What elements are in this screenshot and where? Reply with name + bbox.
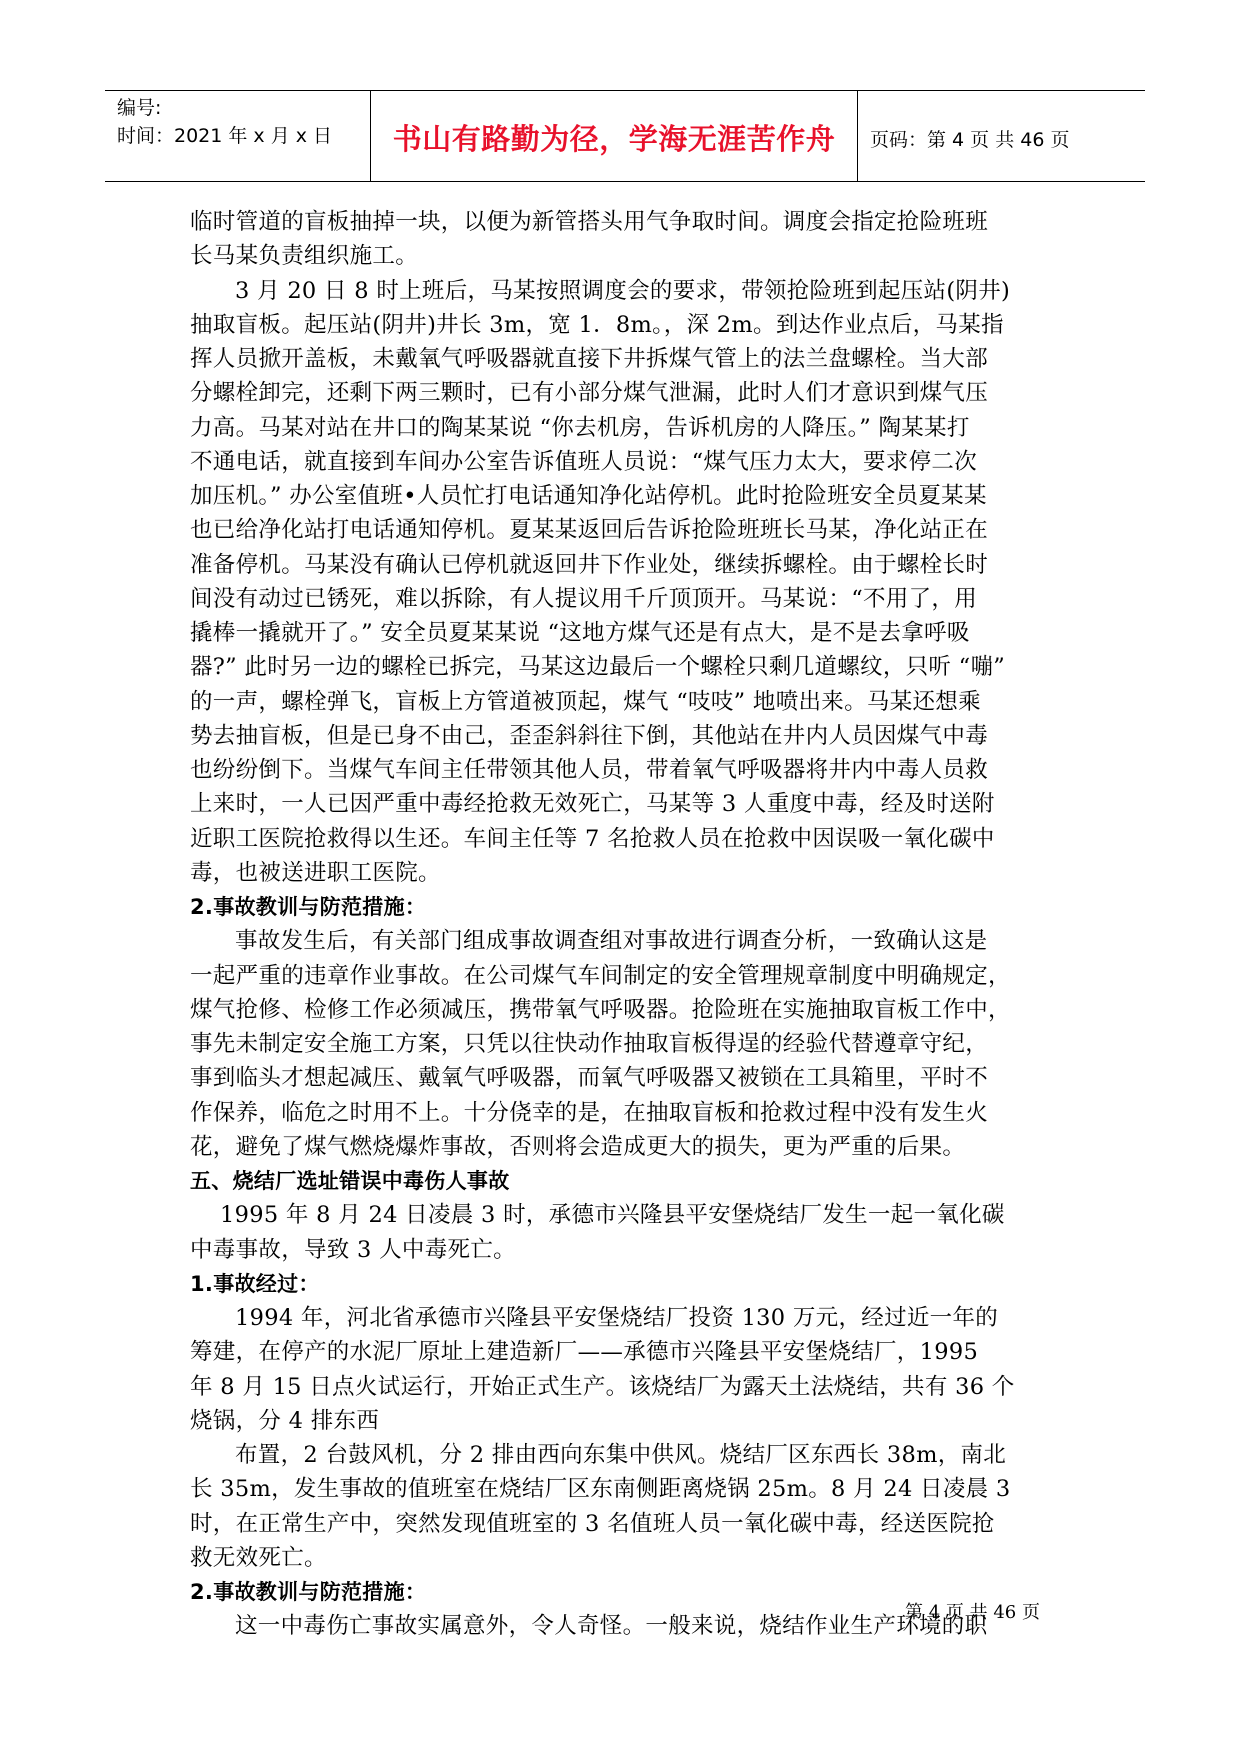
body-line: 作保养，临危之时用不上。十分侥幸的是，在抽取盲板和抢救过程中没有发生火 xyxy=(190,1099,989,1126)
body-line: 中毒事故，导致 3 人中毒死亡。 xyxy=(190,1236,516,1263)
body-line: 加压机。” 办公室值班•人员忙打电话通知净化站停机。此时抢险班安全员夏某某 xyxy=(190,483,987,509)
body-line: 布置，2 台鼓风机，分 2 排由西向东集中供风。烧结厂区东西长 38m，南北 xyxy=(235,1442,1007,1468)
body-line: 年 8 月 15 日点火试运行，开始正式生产。该烧结厂为露天土法烧结，共有 36 个 xyxy=(190,1373,1015,1400)
header-motto-cell xyxy=(371,91,858,181)
body-line: 筹建，在停产的水泥厂原址上建造新厂——承德市兴隆县平安堡烧结厂，1995 xyxy=(190,1339,979,1366)
body-line: 长 35m，发生事故的值班室在烧结厂区东南侧距离烧锅 25m。8 月 24 日凌晨 3 xyxy=(190,1476,1011,1503)
section-heading: 2.事故教训与防范措施： xyxy=(190,895,427,919)
body-line: 抽取盲板。起压站(阴井)井长 3m，宽 1．8m。，深 2m。到达作业点后，马某指 xyxy=(190,311,1004,338)
body-line: 烧锅，分 4 排东西 xyxy=(190,1407,380,1434)
body-line: 煤气抢修、检修工作必须减压，携带氧气呼吸器。抢险班在实施抽取盲板工作中， xyxy=(190,996,1011,1023)
body-line: 3 月 20 日 8 时上班后，马某按照调度会的要求，带领抢险班到起压站(阴井) xyxy=(235,277,1011,304)
body-line: 1994 年，河北省承德市兴隆县平安堡烧结厂投资 130 万元，经过近一年的 xyxy=(235,1305,999,1331)
header-page-label: 页码：第 4 页 共 46 页 xyxy=(870,129,1070,151)
body-line: 长马某负责组织施工。 xyxy=(190,243,419,270)
body-line: 分螺栓卸完，还剩下两三颗时，已有小部分煤气泄漏，此时人们才意识到煤气压 xyxy=(190,380,989,407)
body-line: 一起严重的违章作业事故。在公司煤气车间制定的安全管理规章制度中明确规定， xyxy=(190,962,1011,989)
body-line: 花，避免了煤气燃烧爆炸事故，否则将会造成更大的损失，更为严重的后果。 xyxy=(190,1133,966,1160)
body-line: 事先未制定安全施工方案，只凭以往快动作抽取盲板得逞的经验代替遵章守纪， xyxy=(190,1031,989,1057)
body-line: 器?” 此时另一边的螺栓已拆完，马某这边最后一个螺栓只剩几道螺纹，只听 “嘣” xyxy=(190,654,1006,681)
body-line: 近职工医院抢救得以生还。车间主任等 7 名抢救人员在抢救中因误吸一氧化碳中 xyxy=(190,825,995,852)
body-line: 间没有动过已锈死，难以拆除，有人提议用千斤顶顶开。马某说：“不用了，用 xyxy=(190,585,978,612)
page-footer: 第 4 页 共 46 页 xyxy=(905,1602,1040,1623)
section-heading: 五、烧结厂选址错误中毒伤人事故 xyxy=(190,1169,510,1193)
body-line: 1995 年 8 月 24 日凌晨 3 时，承德市兴隆县平安堡烧结厂发生一起一氧化碳 xyxy=(220,1202,1005,1229)
section-heading: 1.事故经过： xyxy=(190,1271,320,1296)
body-line: 的一声，螺栓弹飞，盲板上方管道被顶起，煤气 “吱吱” 地喷出来。马某还想乘 xyxy=(190,688,981,715)
body-line: 救无效死亡。 xyxy=(190,1544,327,1571)
body-line: 撬棒一撬就开了。” 安全员夏某某说 “这地方煤气还是有点大，是不是去拿呼吸 xyxy=(190,620,970,646)
body-line: 毒，也被送进职工医院。 xyxy=(190,859,441,886)
document-header xyxy=(105,90,1145,182)
document-number-label: 编号: xyxy=(117,97,162,119)
header-motto: 书山有路勤为径，学海无涯苦作舟 xyxy=(392,122,836,156)
header-page-cell xyxy=(858,91,1145,181)
body-line: 时，在正常生产中，突然发现值班室的 3 名值班人员一氧化碳中毒，经送医院抢 xyxy=(190,1510,995,1537)
body-line: 临时管道的盲板抽掉一块，以便为新管搭头用气争取时间。调度会指定抢险班班 xyxy=(190,209,989,235)
body-line: 事到临头才想起减压、戴氧气呼吸器，而氧气呼吸器又被锁在工具箱里，平时不 xyxy=(190,1065,989,1092)
body-line: 力高。马某对站在井口的陶某某说 “你去机房，告诉机房的人降压。” 陶某某打 xyxy=(190,414,970,441)
body-line: 也已给净化站打电话通知停机。夏某某返回后告诉抢险班班长马某，净化站正在 xyxy=(190,517,989,544)
body-line: 上来时，一人已因严重中毒经抢救无效死亡，马某等 3 人重度中毒，经及时送附 xyxy=(190,791,995,818)
document-time-label: 时间：2021 年 x 月 x 日 xyxy=(117,125,333,147)
header-info-cell xyxy=(105,91,371,181)
body-line: 也纷纷倒下。当煤气车间主任带领其他人员，带着氧气呼吸器将井内中毒人员救 xyxy=(190,757,989,783)
section-heading: 2.事故教训与防范措施： xyxy=(190,1580,427,1604)
body-line: 事故发生后，有关部门组成事故调查组对事故进行调查分析，一致确认这是 xyxy=(235,928,988,955)
body-line: 不通电话，就直接到车间办公室告诉值班人员说：“煤气压力太大，要求停二次 xyxy=(190,448,978,475)
body-line: 准备停机。马某没有确认已停机就返回井下作业处，继续拆螺栓。由于螺栓长时 xyxy=(190,551,989,578)
document-body xyxy=(190,205,1068,1644)
body-line: 势去抽盲板，但是已身不由己，歪歪斜斜往下倒，其他站在井内人员因煤气中毒 xyxy=(190,722,989,749)
body-line: 挥人员掀开盖板，未戴氧气呼吸器就直接下井拆煤气管上的法兰盘螺栓。当大部 xyxy=(190,346,989,372)
body-line: 这一中毒伤亡事故实属意外，令人奇怪。一般来说，烧结作业生产环境的职 xyxy=(235,1613,988,1640)
